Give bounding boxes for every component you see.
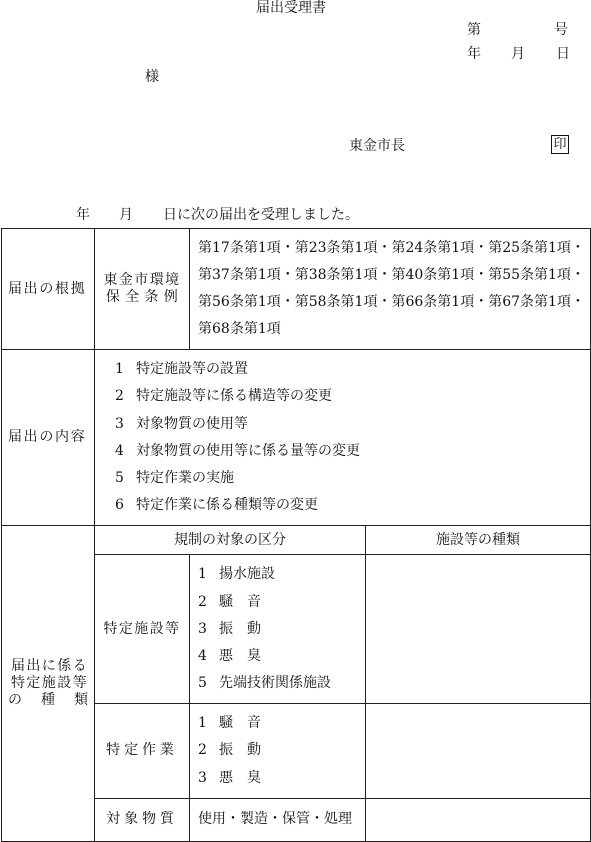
article-ref: 第23条第1項・ bbox=[294, 240, 392, 256]
work-item bbox=[198, 710, 365, 737]
facility-item bbox=[198, 670, 365, 697]
item-text: 対象物質の使用等 bbox=[136, 415, 248, 432]
article-ref: 第56条第1項・ bbox=[198, 294, 295, 310]
number-prefix: 第 bbox=[467, 22, 481, 38]
item-number: 5 bbox=[198, 675, 207, 692]
item-number: 2 bbox=[198, 742, 207, 759]
ordinance-name-cell bbox=[95, 229, 190, 350]
document-title: 届出受理書 bbox=[256, 0, 326, 16]
article-ref: 第67条第1項・ bbox=[488, 294, 585, 310]
article-list-cell bbox=[190, 229, 591, 350]
ordinance-name-line1: 東金市環境 bbox=[103, 272, 181, 289]
item-text: 振 動 bbox=[219, 620, 261, 637]
number-suffix: 号 bbox=[554, 22, 568, 38]
facility-item bbox=[198, 643, 365, 670]
article-ref: 第68条第1項 bbox=[198, 321, 281, 337]
article-ref: 第40条第1項・ bbox=[391, 267, 489, 283]
substance-kind-entry-cell bbox=[366, 798, 591, 841]
item-number: 2 bbox=[198, 593, 207, 610]
facility-item bbox=[198, 588, 365, 615]
item-text: 騒 音 bbox=[219, 593, 261, 610]
article-ref: 第24条第1項・ bbox=[391, 240, 489, 256]
facility-item bbox=[198, 616, 365, 643]
issuer-name: 東金市長 bbox=[349, 138, 405, 154]
item-number: 1 bbox=[198, 566, 207, 583]
article-ref: 第58条第1項・ bbox=[294, 294, 392, 310]
substance-uses-cell bbox=[190, 798, 366, 841]
receipt-year-label: 年 bbox=[76, 207, 90, 223]
article-ref: 第17条第1項・ bbox=[198, 240, 295, 256]
contents-item bbox=[115, 492, 590, 519]
specified-facility-label-cell bbox=[95, 555, 190, 704]
work-kind-entry-cell bbox=[366, 704, 591, 799]
work-item bbox=[198, 737, 365, 764]
target-substance-label-cell bbox=[95, 798, 190, 841]
label-char: 種 bbox=[41, 691, 55, 708]
date-month-label: 月 bbox=[511, 46, 525, 62]
item-text: 悪 臭 bbox=[219, 769, 261, 786]
item-number: 2 bbox=[115, 388, 124, 405]
seal-mark: 印 bbox=[551, 135, 569, 154]
contents-items-cell bbox=[95, 350, 591, 526]
date-day-label: 日 bbox=[556, 46, 570, 62]
item-text: 特定施設等に係る構造等の変更 bbox=[136, 388, 332, 405]
specified-work-label-cell bbox=[95, 704, 190, 799]
item-number: 1 bbox=[198, 715, 207, 732]
target-substance-label: 対象物質 bbox=[106, 811, 178, 828]
item-number: 6 bbox=[115, 497, 124, 514]
article-ref: 第38条第1項・ bbox=[294, 267, 392, 283]
substance-uses: 使用・製造・保管・処理 bbox=[198, 811, 352, 828]
receipt-statement: 日に次の届出を受理しました。 bbox=[163, 207, 359, 223]
facility-item bbox=[198, 561, 365, 588]
item-text: 振 動 bbox=[219, 742, 261, 759]
item-number: 4 bbox=[115, 442, 124, 459]
specified-work-label: 特定作業 bbox=[106, 742, 178, 759]
facility-header-row bbox=[2, 526, 591, 555]
contents-item bbox=[115, 438, 590, 465]
kind-header-text: 施設等の種類 bbox=[436, 531, 520, 548]
facility-types-label-cell bbox=[2, 526, 95, 842]
item-number: 3 bbox=[115, 415, 124, 432]
kind-column-header bbox=[366, 526, 591, 555]
item-number: 1 bbox=[115, 361, 124, 378]
label-char: の bbox=[8, 691, 22, 708]
contents-item bbox=[115, 465, 590, 492]
item-text: 特定作業の実施 bbox=[136, 469, 234, 486]
article-ref: 第66条第1項・ bbox=[391, 294, 489, 310]
article-ref: 第37条第1項・ bbox=[198, 267, 295, 283]
notification-form-table bbox=[1, 228, 591, 842]
basis-label-cell bbox=[2, 229, 95, 350]
item-text: 騒 音 bbox=[219, 715, 261, 732]
basis-row bbox=[2, 229, 591, 350]
facility-types-label-line2: 特定施設等 bbox=[11, 674, 88, 691]
article-ref: 第55条第1項・ bbox=[488, 267, 585, 283]
contents-label: 届出の内容 bbox=[8, 429, 87, 446]
specified-work-items-cell bbox=[190, 704, 366, 799]
contents-label-cell bbox=[2, 350, 95, 526]
category-header-text: 規制の対象の区分 bbox=[174, 531, 286, 548]
addressee-honorific: 様 bbox=[145, 69, 159, 85]
item-text: 先端技術関係施設 bbox=[219, 675, 331, 692]
contents-item bbox=[115, 410, 590, 437]
item-text: 揚水施設 bbox=[219, 566, 275, 583]
item-number: 3 bbox=[198, 769, 207, 786]
item-text: 特定施設等の設置 bbox=[136, 361, 248, 378]
item-number: 3 bbox=[198, 620, 207, 637]
facility-types-label-line1: 届出に係る bbox=[11, 658, 88, 675]
item-text: 対象物質の使用等に係る量等の変更 bbox=[136, 442, 360, 459]
receipt-month-label: 月 bbox=[119, 207, 133, 223]
date-year-label: 年 bbox=[467, 46, 481, 62]
label-char: 類 bbox=[74, 691, 88, 708]
basis-label: 届出の根拠 bbox=[8, 280, 87, 297]
work-item bbox=[198, 764, 365, 791]
facility-kind-entry-cell bbox=[366, 555, 591, 704]
facility-types-label-line3 bbox=[2, 692, 88, 709]
category-column-header bbox=[95, 526, 366, 555]
specified-facility-items-cell bbox=[190, 555, 366, 704]
ordinance-name-line2: 保 全 条 例 bbox=[105, 289, 179, 305]
contents-row bbox=[2, 350, 591, 526]
specified-facility-label: 特定施設等 bbox=[103, 620, 181, 637]
item-text: 特定作業に係る種類等の変更 bbox=[136, 497, 318, 514]
contents-item bbox=[115, 356, 590, 383]
item-number: 4 bbox=[198, 647, 207, 664]
article-ref: 第25条第1項・ bbox=[488, 240, 585, 256]
item-number: 5 bbox=[115, 469, 124, 486]
contents-item bbox=[115, 383, 590, 410]
item-text: 悪 臭 bbox=[219, 647, 261, 664]
